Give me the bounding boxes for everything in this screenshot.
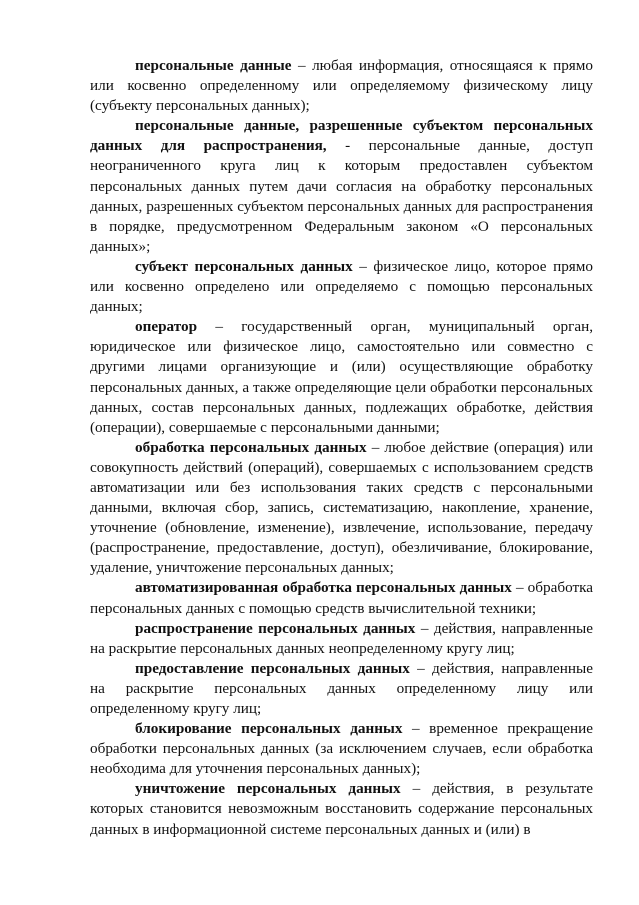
definition-text: – государственный орган, муниципальный орган, юридическое или физическое лицо, самостоятельно или совместно с другими лицами организующие и (или) осуществляющие обработку персональных данных, а также определяющие цели обработки персональных данных, состав персональных данных, подлежащих обработке, действия (операции), совершаемые с персональными данными;: [90, 318, 593, 436]
term-blocking: блокирование персональных данных: [135, 720, 403, 738]
term-personal-data-for-distribution: персональные данные, разрешенные субъектом персональных данных для распространения,: [90, 117, 593, 155]
term-automated-processing: автоматизированная обработка персональных данных: [135, 579, 512, 597]
definition-text: - персональные данные, доступ неограниченного круга лиц к которым предоставлен субъектом персональных данных путем дачи согласия на обработку персональных данных, разрешенных субъектом персональных данных для распространения в порядке, предусмотренном Федеральным законом «О персональных данных»;: [90, 137, 594, 255]
definition-text: – действия, в результате которых становится невозможным восстановить содержание персональных данных в информационной системе персональных данных и (или) в: [90, 780, 593, 838]
definition-operator: [90, 317, 593, 438]
definition-personal-data-for-distribution: [90, 116, 593, 257]
term-operator: оператор: [135, 318, 198, 336]
term-destruction: уничтожение персональных данных: [135, 780, 401, 798]
document-page: [90, 56, 593, 840]
definition-automated-processing: [90, 578, 593, 618]
term-personal-data: персональные данные: [135, 57, 292, 74]
definition-text: – обработка персональных данных с помощью средств вычислительной техники;: [90, 579, 593, 617]
term-provision: предоставление персональных данных: [135, 659, 410, 677]
term-processing: обработка персональных данных: [135, 438, 367, 456]
definition-data-subject: [90, 257, 593, 317]
definition-text: – физическое лицо, которое прямо или косвенно определено или определяемо с помощью персональных данных;: [90, 257, 593, 316]
definition-personal-data: [90, 56, 593, 116]
definition-text: – любая информация, относящаяся к прямо или косвенно определенному или определяемому физическому лицу (субъекту персональных данных);: [90, 57, 594, 115]
definition-text: – действия, направленные на раскрытие персональных данных определенному лицу или определенному кругу лиц;: [90, 659, 593, 717]
definition-blocking: [90, 719, 593, 779]
definition-text: – любое действие (операция) или совокупность действий (операций), совершаемых с использованием средств автоматизации или без использования таких средств с персональными данными, включая сбор, запись, систематизацию, накопление, хранение, уточнение (обновление, изменение), извлечение, использование, передачу (распространение, предоставление, доступ), обезличивание, блокирование, удаление, уничтожение персональных данных;: [90, 438, 593, 577]
definition-text: – временное прекращение обработки персональных данных (за исключением случаев, если обработка необходима для уточнения персональных данных);: [90, 720, 593, 778]
definition-text: – действия, направленные на раскрытие персональных данных неопределенному кругу лиц;: [90, 619, 593, 657]
term-data-subject: субъект персональных данных: [135, 257, 353, 275]
definition-distribution: [90, 619, 593, 659]
definition-processing: [90, 438, 593, 579]
term-distribution: распространение персональных данных: [135, 619, 416, 637]
definition-provision: [90, 659, 593, 719]
definition-destruction: [90, 779, 593, 839]
